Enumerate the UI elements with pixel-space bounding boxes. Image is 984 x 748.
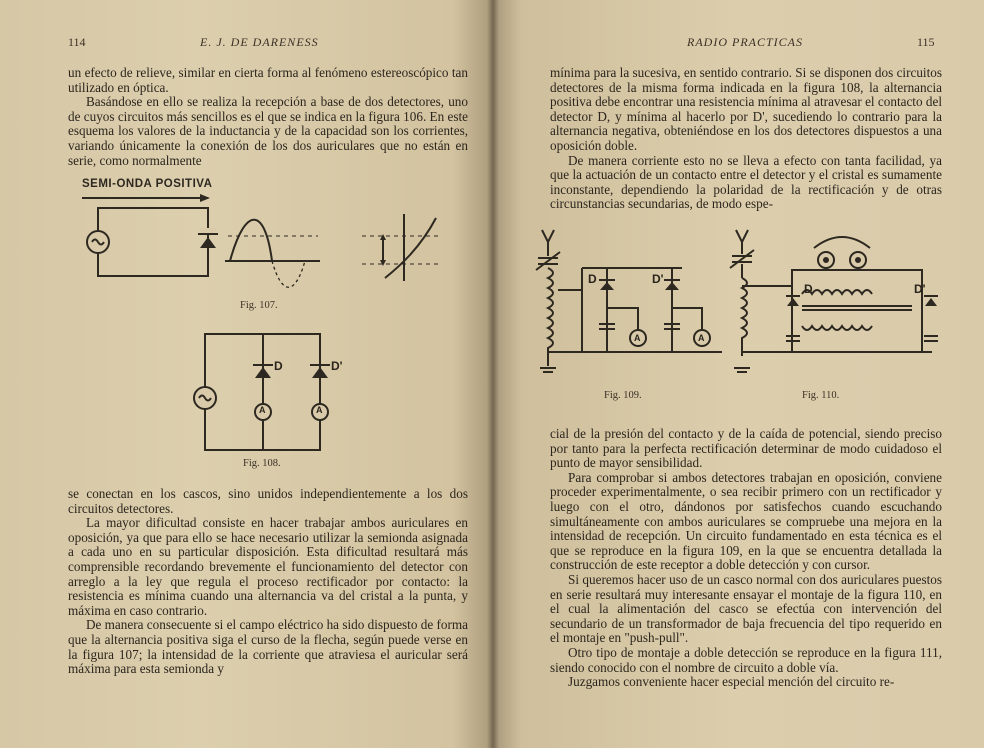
figure-caption: Fig. 110. <box>802 390 840 401</box>
ammeter-label: A <box>316 405 323 415</box>
page-number: 115 <box>917 35 935 49</box>
paragraph: Otro tipo de montaje a doble detección se reproduce en la figura 111, siendo conocido con el nombre de circuito a doble vía. <box>550 644 942 675</box>
figure-110-drawing <box>732 228 962 388</box>
paragraph: La mayor dificultad consiste en hacer trabajar ambos auriculares en oposición, ya que para ello se hace necesario utilizar la semionda asignada a cada uno en su particular disposición. Esta dificultad resultará más comprensible recordando brevemente el funcionamiento del detector con arreglo a la ley que regula el proceso rectificador por contacto: la resistencia es mínima cuando una alternancia va del cristal a la punta, y máxima en caso contrario. <box>68 515 468 618</box>
paragraph: se conectan en los cascos, sino unidos independientemente a los dos circuitos detectores. <box>68 486 468 516</box>
diode-d-label: D <box>804 282 813 296</box>
paragraph: Basándose en ello se realiza la recepción a base de dos detectores, uno de cuyos circuitos más sencillos es el que se indica en la figura 106. En este esquema los valores de la inductancia y de la capacidad son los corrientes, variando únicamente la conexión de los dos auriculares que no están en serie, como normalmente <box>68 94 468 168</box>
running-head: RADIO PRACTICAS <box>687 35 803 49</box>
paragraph: un efecto de relieve, similar en cierta forma al fenómeno estereoscópico tan utilizado en óptica. <box>68 65 468 95</box>
figure-caption: Fig. 107. <box>240 300 278 311</box>
text-block-bottom <box>550 427 942 690</box>
paragraph: De manera consecuente si el campo eléctrico ha sido dispuesto de forma que la alternancia positiva siga el curso de la flecha, según puede verse en la figura 107; la intensidad de la corriente que atraviesa el auricular será máxima para esta semionda y <box>68 617 468 677</box>
paragraph: mínima para la sucesiva, en sentido contrario. Si se disponen dos circuitos detectores de la misma forma indicada en la figura 108, la alternancia positiva debe encontrar una resistencia mínima al atravesar el contacto del detector D, y mínima al hacerlo por D', sucediendo lo contrario para la alternancia negativa, obteniéndose en los dos detectores dispuestos a una oposición doble. <box>550 65 942 153</box>
figure-108-drawing <box>0 330 492 460</box>
figure-banner: SEMI-ONDA POSITIVA <box>82 178 213 190</box>
figure-caption: Fig. 108. <box>243 458 281 469</box>
text-block-top <box>68 66 468 168</box>
text-block-bottom <box>68 487 468 677</box>
paragraph: cial de la presión del contacto y de la caída de potencial, siendo preciso por tanto para la perfecta rectificación determinar de modo cuidadoso el punto de mayor sensibilidad. <box>550 426 942 471</box>
text-block-top <box>550 66 942 212</box>
diode-d-label: D <box>588 272 597 286</box>
diode-d-prime-label: D' <box>652 272 664 286</box>
ammeter-label: A <box>634 333 641 343</box>
ammeter-label: A <box>259 405 266 415</box>
paragraph: Si queremos hacer uso de un casco normal con dos auriculares puestos en serie resultará muy interesante ensayar el montaje de la figura 110, en el cual la alimentación del casco se efectúa con intervención del secundario de un transformador de baja frecuencia del tipo requerido en el montaje en "push-pull". <box>550 571 942 646</box>
paragraph: De manera corriente esto no se lleva a efecto con tanta facilidad, ya que la actuación de un contacto entre el detector y el cristal es sumamente inconstante, dependiendo la polaridad de la rectificación y de otras circunstancias secundarias, de modo espe- <box>550 152 942 212</box>
figure-109-drawing <box>522 228 742 388</box>
diode-d-prime-label: D' <box>914 282 926 296</box>
diode-d-label: D <box>274 359 283 373</box>
paragraph: Para comprobar si ambos detectores trabajan en oposición, conviene proceder experimentalmente, o sea recibir primero con un rectificador y luego con el otro, dándonos por satisfechos cuando escuchando simultáneamente con ambos auriculares se compruebe una mejora en la intensidad de recepción. Un circuito fundamentado en esta técnica es el que se reproduce en la figura 109, en la que se encuentra detallada la construcción de este receptor a doble detección y con cursor. <box>550 469 942 573</box>
ammeter-label: A <box>698 333 705 343</box>
paragraph: Juzgamos conveniente hacer especial mención del circuito re- <box>568 674 895 690</box>
book-gutter <box>487 0 499 748</box>
figure-caption: Fig. 109. <box>604 390 642 401</box>
right-page <box>492 0 984 748</box>
diode-d-prime-label: D' <box>331 359 343 373</box>
page-number: 114 <box>68 35 86 49</box>
running-head: E. J. DE DARENESS <box>200 35 319 49</box>
